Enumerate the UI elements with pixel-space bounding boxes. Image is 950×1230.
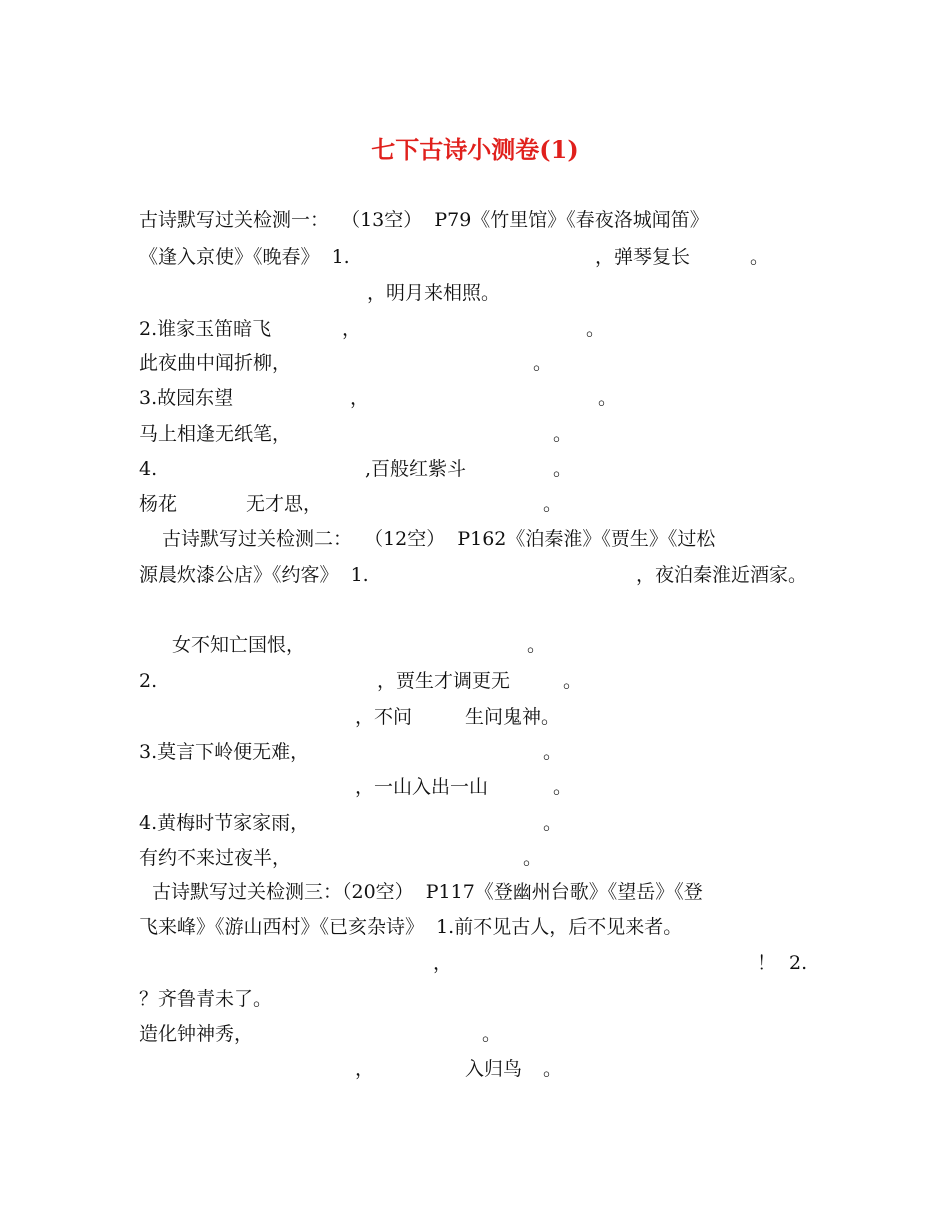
text-line: 。 xyxy=(586,318,606,340)
text-line: 。 xyxy=(553,423,573,445)
text-line: ，不问 xyxy=(355,706,413,728)
text-line: 马上相逢无纸笔， xyxy=(139,423,292,445)
text-line: 3.莫言下岭便无难， xyxy=(139,741,310,763)
text-line: ，贾生才调更无 xyxy=(377,670,511,692)
text-line: 生问鬼神。 xyxy=(465,706,561,728)
section-3-heading: 古诗默写过关检测三：（20空） P117《登幽州台歌》《望岳》《登 xyxy=(152,881,703,903)
text-line: ？齐鲁青未了。 xyxy=(139,988,273,1010)
text-line: 此夜曲中闻折柳， xyxy=(139,352,292,374)
text-line: 。 xyxy=(533,352,553,374)
text-line: ，弹琴复长 xyxy=(595,246,691,268)
text-line: ， xyxy=(355,1058,375,1080)
text-line: 。 xyxy=(543,741,563,763)
text-line: ,百般红紫斗 xyxy=(365,458,467,480)
text-line: ， xyxy=(433,952,453,974)
text-line: 。 xyxy=(523,847,543,869)
text-line: ， xyxy=(350,387,370,409)
text-line: 。 xyxy=(553,776,573,798)
text-line: 飞来峰》《游山西村》《已亥杂诗》 1.前不见古人，后不见来者。 xyxy=(139,916,683,938)
text-line: ！ xyxy=(757,952,777,974)
text-line: 入归鸟 xyxy=(465,1058,523,1080)
text-line: 。 xyxy=(750,246,770,268)
text-line: 杨花 xyxy=(139,493,178,515)
text-line: 4. xyxy=(139,458,158,480)
text-line: 造化钟神秀， xyxy=(139,1023,254,1045)
text-line: 。 xyxy=(598,387,618,409)
text-line: 。 xyxy=(543,493,563,515)
text-line: 。 xyxy=(553,458,573,480)
text-line: 。 xyxy=(543,812,563,834)
text-line: 无才思， xyxy=(246,493,323,515)
text-line: 4.黄梅时节家家雨， xyxy=(139,812,310,834)
text-line: ，明月来相照。 xyxy=(367,282,501,304)
text-line: 源晨炊漆公店》《约客》 1. xyxy=(139,564,369,586)
text-line: 2. xyxy=(139,670,158,692)
text-line: 。 xyxy=(543,1058,563,1080)
text-line: 。 xyxy=(563,670,583,692)
text-line: ， xyxy=(342,318,362,340)
text-line: 《逢入京使》《晚春》 1. xyxy=(139,246,350,268)
text-line: 。 xyxy=(482,1023,502,1045)
page-title: 七下古诗小测卷(1) xyxy=(371,135,579,164)
text-line: 3.故园东望 xyxy=(139,387,234,409)
text-line: 2. xyxy=(789,952,808,974)
text-line: 。 xyxy=(527,634,547,656)
section-1-heading: 古诗默写过关检测一： （13空） P79《竹里馆》《春夜洛城闻笛》 xyxy=(139,209,709,231)
text-line: 2.谁家玉笛暗飞 xyxy=(139,318,272,340)
text-line: ，夜泊秦淮近酒家。 xyxy=(636,564,808,586)
text-line: ，一山入出一山 xyxy=(355,776,489,798)
text-line: 女不知亡国恨， xyxy=(172,634,306,656)
section-2-heading: 古诗默写过关检测二： （12空） P162《泊秦淮》《贾生》《过松 xyxy=(162,528,716,550)
text-line: 有约不来过夜半， xyxy=(139,847,292,869)
